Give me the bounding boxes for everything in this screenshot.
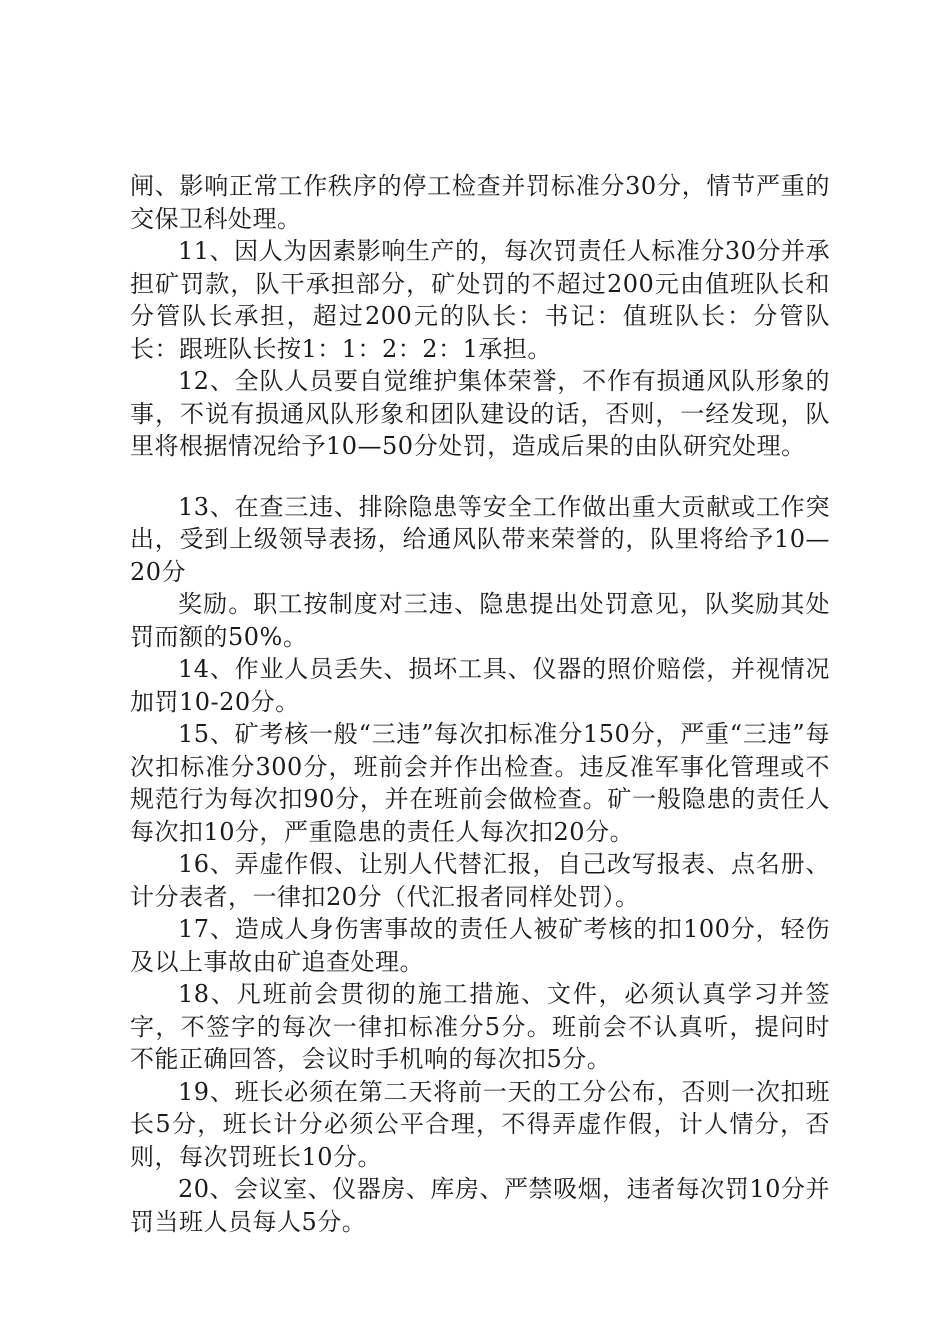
paragraph-item-19: 19、班长必须在第二天将前一天的工分公布，否则一次扣班长5分，班长计分必须公平合理，不得弄虚作假，计人情分，否则，每次罚班长10分。 (130, 1077, 830, 1171)
paragraph-item-16: 16、弄虚作假、让别人代替汇报，自己改写报表、点名册、计分表者，一律扣20分（代汇报者同样处罚）。 (130, 850, 830, 911)
document-page (130, 170, 830, 1238)
paragraph-item-12: 12、全队人员要自觉维护集体荣誉，不作有损通风队形象的事，不说有损通风队形象和团队建设的话，否则，一经发现，队里将根据情况给予10—50分处罚，造成后果的由队研究处理。 (130, 367, 830, 460)
paragraph-item-17: 17、造成人身伤害事故的责任人被矿考核的扣100分，轻伤及以上事故由矿追查处理。 (130, 915, 830, 976)
paragraph-item-13: 13、在查三违、排除隐患等安全工作做出重大贡献或工作突出，受到上级领导表扬，给通风队带来荣誉的，队里将给予10—20分 (130, 492, 830, 586)
paragraph-item-15: 15、矿考核一般“三违”每次扣标准分150分，严重“三违”每次扣标准分300分，班前会并作出检查。违反准军事化管理或不规范行为每次扣90分，并在班前会做检查。矿一般隐患的责任人每次扣10分，严重隐患的责任人每次扣20分。 (130, 720, 830, 846)
paragraph-item-11: 11、因人为因素影响生产的，每次罚责任人标准分30分并承担矿罚款，队干承担部分，矿处罚的不超过200元由值班队长和分管队长承担，超过200元的队长：书记：值班队长：分管队长：跟班队长按1：1：2：2：1承担。 (130, 237, 830, 363)
paragraph-continuation: 闸、影响正常工作秩序的停工检查并罚标准分30分，情节严重的交保卫科处理。 (130, 172, 830, 233)
paragraph-item-20: 20、会议室、仪器房、库房、严禁吸烟，违者每次罚10分并罚当班人员每人5分。 (130, 1175, 830, 1236)
paragraph-item-13-continued: 奖励。职工按制度对三违、隐患提出处罚意见，队奖励其处罚而额的50%。 (130, 590, 830, 651)
paragraph-spacer (130, 463, 830, 491)
paragraph-item-18: 18、凡班前会贯彻的施工措施、文件，必须认真学习并签字，不签字的每次一律扣标准分5分。班前会不认真听，提问时不能正确回答，会议时手机响的每次扣5分。 (130, 980, 830, 1073)
paragraph-item-14: 14、作业人员丢失、损坏工具、仪器的照价赔偿，并视情况加罚10-20分。 (130, 655, 830, 716)
